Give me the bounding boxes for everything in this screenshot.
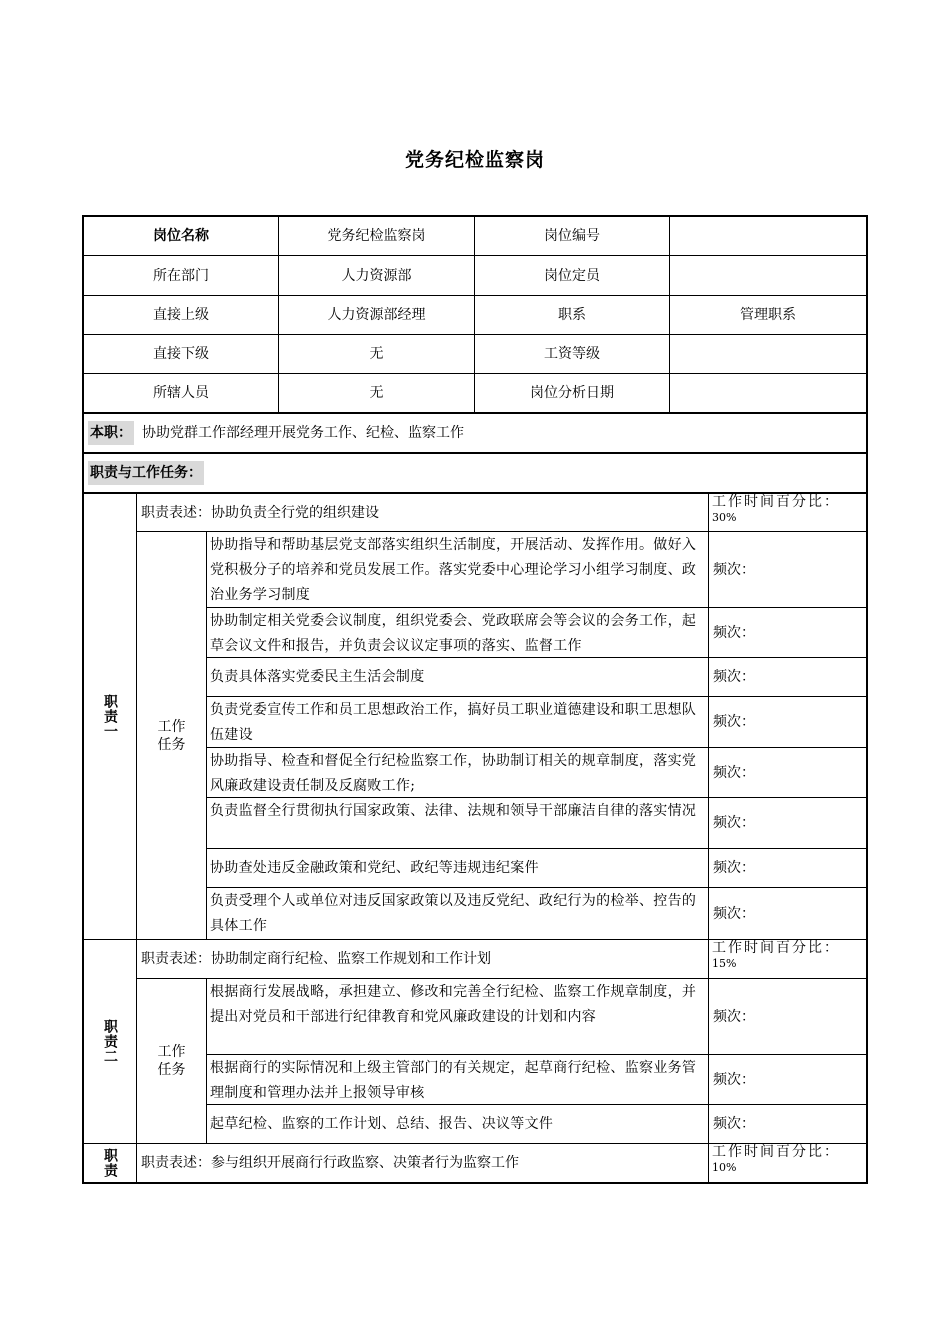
- duty1-description: 职责表述：协助负责全行党的组织建设: [141, 504, 379, 521]
- value-direct-superior: 人力资源部经理: [327, 307, 426, 323]
- duty2-description: 职责表述：协助制定商行纪检、监察工作规划和工作计划: [141, 951, 491, 967]
- main-duty-row: [84, 414, 866, 452]
- label-direct-superior: 直接上级: [153, 307, 209, 323]
- duty1-task-1: 协助指导和帮助基层党支部落实组织生活制度，开展活动、发挥作用。做好入党积极分子的培养和党员发展工作。落实党委中心理论学习小组学习制度、政治业务学习制度: [210, 537, 697, 603]
- duty1-task-5: 协助指导、检查和督促全行纪检监察工作，协助制订相关的规章制度，落实党风廉政建设责任制及反腐败工作;: [210, 753, 697, 794]
- duty3-percent: [709, 1144, 866, 1182]
- label-analysis-date: 岗位分析日期: [530, 385, 614, 401]
- duty1-freq-7: 频次：: [713, 860, 755, 876]
- duty1-task-3: 负责具体落实党委民主生活会制度: [210, 669, 425, 685]
- duty1-freq-2: 频次：: [713, 624, 755, 641]
- duty3-percent-value: 10%: [712, 1161, 737, 1174]
- duty1-task-4: 负责党委宣传工作和员工思想政治工作，搞好员工职业道德建设和职工思想队伍建设: [210, 702, 697, 743]
- duty1-freq-1: 频次：: [713, 561, 755, 578]
- duty1-task-8: 负责受理个人或单位对违反国家政策以及违反党纪、政纪行为的检举、控告的具体工作: [210, 893, 697, 934]
- duty2-percent-label: 工作时间百分比：: [712, 940, 840, 956]
- label-job-family: 职系: [558, 307, 586, 323]
- duty1-freq-4: 频次：: [713, 714, 755, 730]
- label-salary-grade: 工资等级: [544, 346, 600, 362]
- value-position-name: 党务纪检监察岗: [327, 228, 426, 244]
- value-direct-subordinate: 无: [369, 346, 384, 362]
- duty3-label: 职责: [102, 1148, 118, 1178]
- duty2-percent: [709, 940, 866, 978]
- duties-header-row: [84, 454, 866, 492]
- main-duty-label: 本职：: [88, 421, 134, 445]
- value-analysis-date: [670, 374, 866, 412]
- duty2-percent-value: 15%: [712, 957, 737, 970]
- duty1-freq-5: 频次：: [713, 764, 755, 781]
- duty1-task-7: 协助查处违反金融政策和党纪、政纪等违规违纪案件: [210, 860, 539, 876]
- duty1-freq-8: 频次：: [713, 905, 755, 922]
- duty1-task-6: 负责监督全行贯彻执行国家政策、法律、法规和领导干部廉洁自律的落实情况: [210, 803, 697, 819]
- label-staff-under: 所辖人员: [153, 385, 209, 401]
- duty1-percent-value: 30%: [712, 511, 737, 524]
- label-direct-subordinate: 直接下级: [153, 346, 209, 362]
- duty2-task-1: 根据商行发展战略，承担建立、修改和完善全行纪检、监察工作规章制度，并提出对党员和干部进行纪律教育和党风廉政建设的计划和内容: [210, 984, 697, 1025]
- duty1-work-task-label: 工作任务: [157, 718, 186, 753]
- value-position-code: [670, 217, 866, 255]
- duty1-label: 职责一: [102, 694, 118, 739]
- label-department: 所在部门: [153, 267, 209, 284]
- duty2-freq-2: 频次：: [713, 1071, 755, 1088]
- label-position-code: 岗位编号: [544, 228, 600, 244]
- duty3-description: 职责表述：参与组织开展商行行政监察、决策者行为监察工作: [141, 1155, 519, 1171]
- duty1-percent-label: 工作时间百分比：: [712, 494, 840, 510]
- duties-header: 职责与工作任务：: [88, 461, 204, 485]
- main-duty-text: 协助党群工作部经理开展党务工作、纪检、监察工作: [142, 425, 464, 441]
- duty1-freq-6: 频次：: [713, 815, 755, 831]
- duty1-freq-3: 频次：: [713, 669, 755, 685]
- value-salary-grade: [670, 335, 866, 373]
- page-title: 党务纪检监察岗: [404, 149, 545, 171]
- duty1-task-2: 协助制定相关党委会议制度，组织党委会、党政联席会等会议的会务工作，起草会议文件和报告，并负责会议议定事项的落实、监督工作: [210, 613, 697, 654]
- duty2-task-2: 根据商行的实际情况和上级主管部门的有关规定，起草商行纪检、监察业务管理制度和管理办法并上报领导审核: [210, 1060, 697, 1101]
- value-staff-under: 无: [369, 385, 384, 401]
- value-headcount: [670, 256, 866, 295]
- value-department: 人力资源部: [341, 267, 412, 284]
- duty3-percent-label: 工作时间百分比：: [712, 1144, 840, 1160]
- duty2-work-task-label: 工作任务: [157, 1044, 186, 1078]
- duty2-freq-1: 频次：: [713, 1008, 755, 1025]
- duty1-percent: [709, 494, 866, 531]
- duty2-task-3: 起草纪检、监察的工作计划、总结、报告、决议等文件: [210, 1116, 554, 1132]
- label-position-name: 岗位名称: [153, 228, 209, 244]
- value-job-family: 管理职系: [740, 307, 796, 323]
- duty2-label: 职责二: [102, 1019, 118, 1064]
- duty2-freq-3: 频次：: [713, 1116, 755, 1132]
- label-headcount: 岗位定员: [544, 267, 600, 284]
